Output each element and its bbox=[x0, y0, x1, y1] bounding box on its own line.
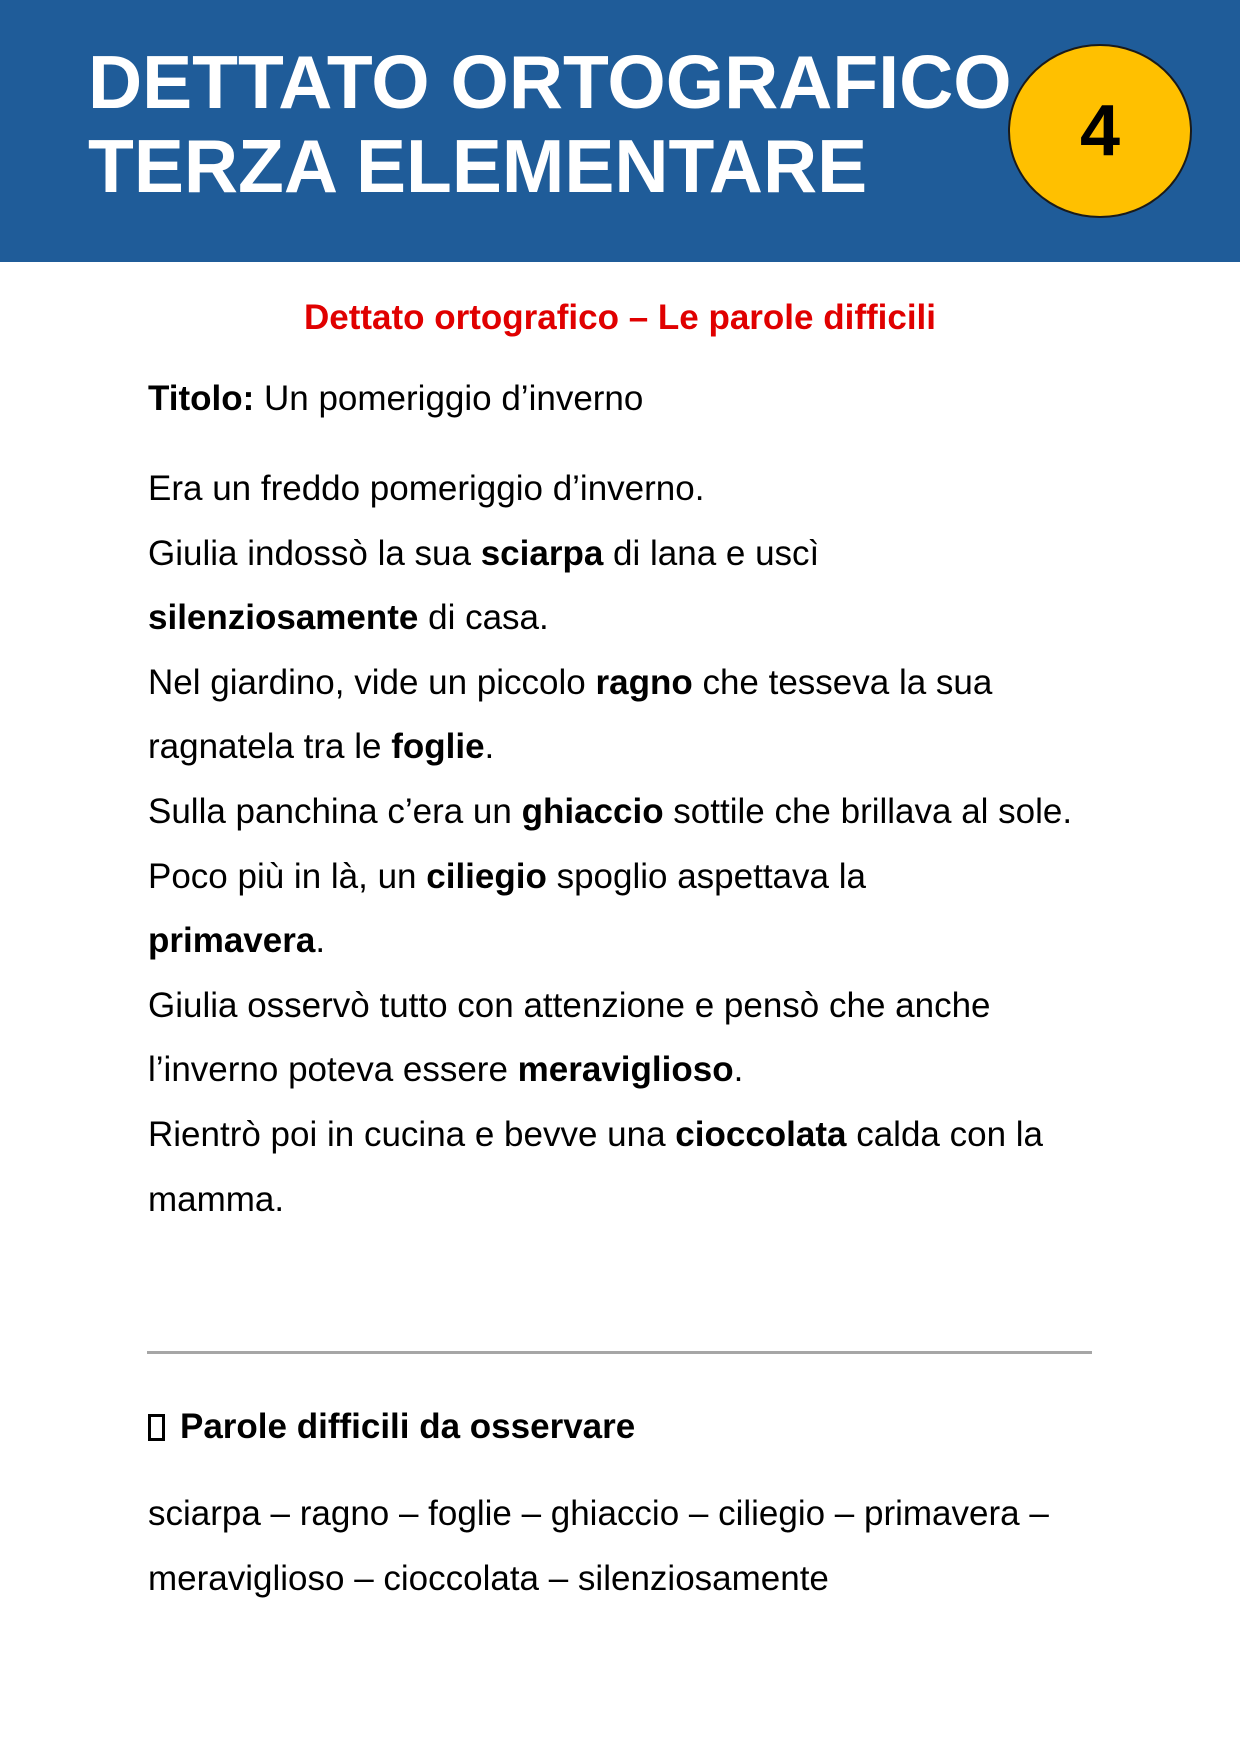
title-line-1: DETTATO ORTOGRAFICO bbox=[88, 40, 1012, 124]
section-divider bbox=[147, 1351, 1092, 1354]
keyword: cioccolata bbox=[675, 1114, 847, 1154]
title-line-2: TERZA ELEMENTARE bbox=[88, 124, 868, 208]
sentence-4: Sulla panchina c’era un ghiaccio sottile che brillava al sole. bbox=[148, 791, 1073, 831]
keyword: ciliegio bbox=[426, 856, 547, 896]
sentence-7: Rientrò poi in cucina e bevve una cioccolata calda con la mamma. bbox=[148, 1114, 1044, 1219]
checkbox-icon bbox=[148, 1414, 165, 1441]
sentence-2: Giulia indossò la sua sciarpa di lana e uscì silenziosamente di casa. bbox=[148, 533, 820, 638]
keyword: meraviglioso bbox=[517, 1050, 734, 1090]
keyword: ghiaccio bbox=[521, 791, 664, 831]
subtitle: Dettato ortografico – Le parole difficili bbox=[303, 298, 937, 337]
words-heading bbox=[148, 1404, 635, 1450]
keyword: foglie bbox=[391, 727, 485, 767]
number-badge: 4 bbox=[1008, 44, 1192, 218]
story-title bbox=[148, 376, 643, 422]
sentence-5: Poco più in là, un ciliegio spoglio aspettava la primavera. bbox=[148, 856, 866, 961]
words-heading-text: Parole difficili da osservare bbox=[180, 1407, 636, 1446]
difficult-words-list: sciarpa – ragno – foglie – ghiaccio – ciliegio – primavera – meraviglioso – cioccolata – silenziosamente bbox=[148, 1494, 1049, 1598]
sentence-6: Giulia osservò tutto con attenzione e pensò che anche l’inverno poteva essere meraviglioso. bbox=[148, 985, 991, 1090]
header-banner bbox=[0, 0, 1240, 262]
keyword: primavera bbox=[148, 921, 316, 961]
keyword: ragno bbox=[595, 662, 693, 702]
title-label: Titolo: bbox=[148, 379, 255, 418]
keyword: silenziosamente bbox=[148, 598, 419, 638]
title-value: Un pomeriggio d’inverno bbox=[254, 379, 644, 418]
keyword: sciarpa bbox=[480, 533, 604, 573]
page-title bbox=[88, 40, 1028, 208]
sentence-3: Nel giardino, vide un piccolo ragno che tesseva la sua ragnatela tra le foglie. bbox=[148, 662, 993, 767]
story-text bbox=[148, 457, 1108, 1232]
sentence-1: Era un freddo pomeriggio d’inverno. bbox=[148, 469, 705, 508]
